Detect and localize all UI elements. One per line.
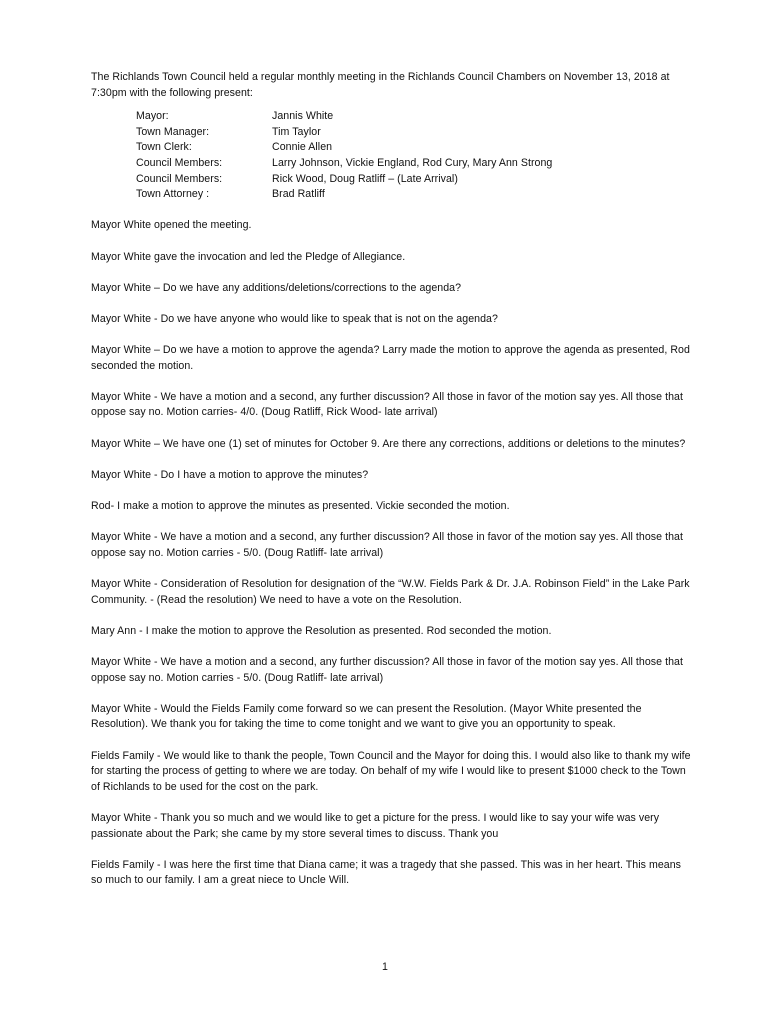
- minutes-paragraph: Mayor White - Do we have anyone who would like to speak that is not on the agenda?: [91, 312, 498, 325]
- minutes-paragraph: Mayor White - Do I have a motion to approve the minutes?: [91, 468, 369, 481]
- attendance-list: [136, 109, 691, 203]
- minutes-paragraph: Mayor White - We have a motion and a second, any further discussion? All those in favor of the motion say yes. All those that oppose say no. Motion carries- 4/0. (Doug Ratliff, Rick Wood- late arrival): [91, 390, 683, 419]
- page-number: 1: [382, 961, 388, 973]
- attendance-row: [136, 125, 691, 141]
- minutes-paragraph: Rod- I make a motion to approve the minutes as presented. Vickie seconded the motion.: [91, 500, 510, 513]
- attendance-role: Mayor:: [136, 110, 169, 123]
- minutes-paragraph: Mayor White - Consideration of Resolution for designation of the “W.W. Fields Park & Dr. J.A. Robinson Field” in the Lake Park Community. - (Read the resolution) We need to have a vote on the Resolution.: [91, 578, 690, 606]
- attendance-role: Council Members:: [136, 172, 223, 185]
- minutes-paragraph: Mary Ann - I make the motion to approve the Resolution as presented. Rod seconded the motion.: [91, 624, 552, 637]
- attendance-names: Brad Ratliff: [272, 188, 325, 201]
- minutes-paragraph: Fields Family - I was here the first time that Diana came; it was a tragedy that she passed. This was in her heart. This means so much to our family. I am a great niece to Uncle Will.: [91, 858, 681, 887]
- attendance-row: [136, 172, 691, 188]
- attendance-row: [136, 109, 691, 125]
- minutes-paragraph: Mayor White opened the meeting.: [91, 219, 252, 232]
- attendance-names: Rick Wood, Doug Ratliff – (Late Arrival): [272, 172, 458, 185]
- attendance-names: Connie Allen: [272, 141, 333, 154]
- attendance-row: [136, 140, 691, 156]
- minutes-paragraph: Fields Family - We would like to thank the people, Town Council and the Mayor for doing this. I would also like to thank my wife for starting the process of getting to where we are today. On behalf of my wife I would like to present $1000 check to the Town of Richlands to be used for the cost on the park.: [91, 749, 691, 793]
- attendance-role: Town Manager:: [136, 125, 210, 138]
- intro-paragraph: The Richlands Town Council held a regular monthly meeting in the Richlands Council Chambers on November 13, 2018 at 7:30pm with the following present:: [91, 71, 670, 99]
- attendance-row: [136, 187, 691, 203]
- attendance-role: Town Attorney :: [136, 188, 210, 201]
- document-page: [91, 70, 691, 904]
- attendance-names: Tim Taylor: [272, 125, 321, 138]
- minutes-paragraph: Mayor White - Thank you so much and we would like to get a picture for the press. I would like to say your wife was very passionate about the Park; she came by my store several times to discuss. Thank you: [91, 811, 660, 840]
- minutes-paragraph: Mayor White - Would the Fields Family come forward so we can present the Resolution. (Mayor White presented the Resolution). We thank you for taking the time to come tonight and we want to give you an opportunity to speak.: [91, 702, 642, 731]
- minutes-paragraph: Mayor White - We have a motion and a second, any further discussion? All those in favor of the motion say yes. All those that oppose say no. Motion carries - 5/0. (Doug Ratliff- late arrival): [91, 655, 683, 684]
- attendance-role: Council Members:: [136, 156, 223, 169]
- minutes-paragraph: Mayor White – Do we have a motion to approve the agenda? Larry made the motion to approve the agenda as presented, Rod seconded the motion.: [91, 344, 690, 372]
- attendance-names: Jannis White: [272, 110, 334, 123]
- attendance-names: Larry Johnson, Vickie England, Rod Cury, Mary Ann Strong: [272, 156, 553, 169]
- minutes-paragraph: Mayor White – Do we have any additions/deletions/corrections to the agenda?: [91, 281, 462, 294]
- minutes-paragraph: Mayor White gave the invocation and led the Pledge of Allegiance.: [91, 250, 406, 263]
- attendance-row: [136, 156, 691, 172]
- attendance-role: Town Clerk:: [136, 141, 192, 154]
- minutes-paragraph: Mayor White – We have one (1) set of minutes for October 9. Are there any corrections, additions or deletions to the minutes?: [91, 437, 686, 450]
- minutes-paragraph: Mayor White - We have a motion and a second, any further discussion? All those in favor of the motion say yes. All those that oppose say no. Motion carries - 5/0. (Doug Ratliff- late arrival): [91, 531, 683, 559]
